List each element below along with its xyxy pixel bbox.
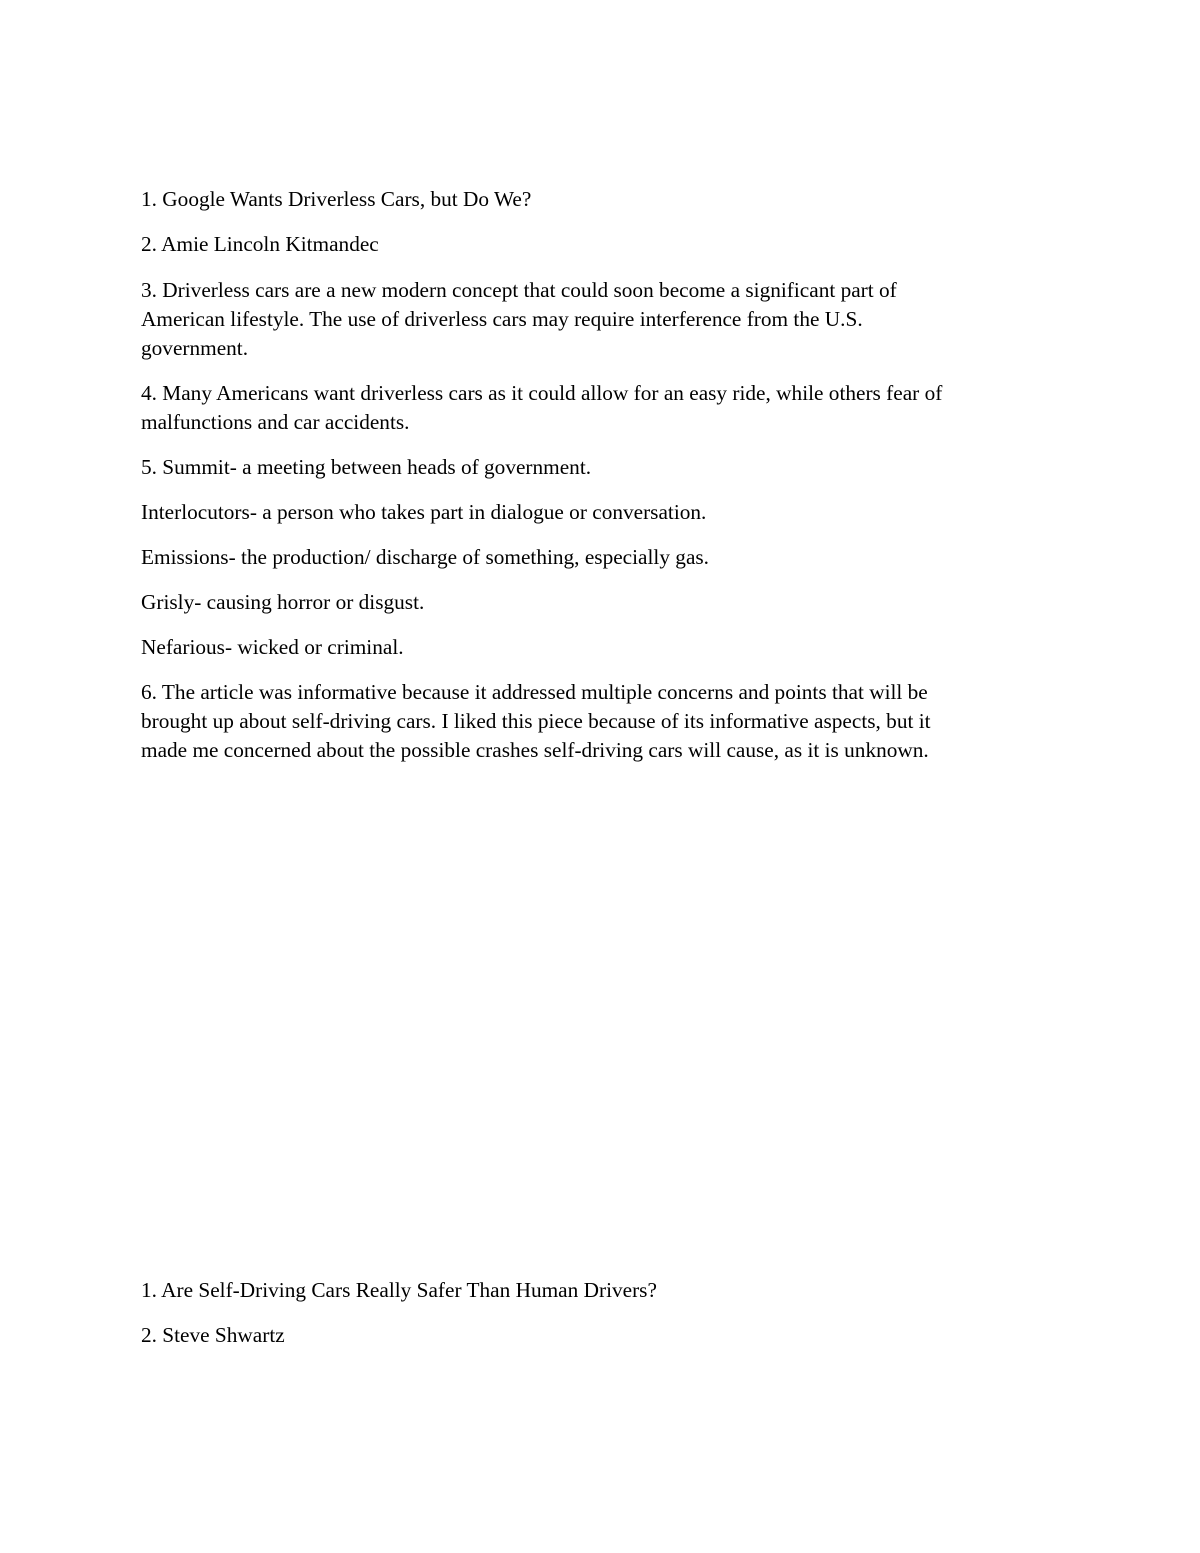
vocab-summit: 5. Summit- a meeting between heads of government. bbox=[141, 455, 592, 479]
vocab-nefarious: Nefarious- wicked or criminal. bbox=[141, 635, 404, 659]
opinion-line: malfunctions and car accidents. bbox=[141, 410, 410, 434]
vocab-emissions: Emissions- the production/ discharge of something, especially gas. bbox=[141, 545, 710, 569]
vocab-interlocutors: Interlocutors- a person who takes part in dialogue or conversation. bbox=[141, 500, 707, 524]
reflection-line: brought up about self-driving cars. I liked this piece because of its informative aspects, but it bbox=[141, 709, 931, 733]
summary-line: 3. Driverless cars are a new modern concept that could soon become a significant part of bbox=[141, 278, 897, 302]
article-2-title: 1. Are Self-Driving Cars Really Safer Than Human Drivers? bbox=[141, 1278, 657, 1302]
vocab-grisly: Grisly- causing horror or disgust. bbox=[141, 590, 425, 614]
article-2-author: 2. Steve Shwartz bbox=[141, 1323, 285, 1347]
summary-line: American lifestyle. The use of driverless cars may require interference from the U.S. bbox=[141, 307, 863, 331]
reflection-line: 6. The article was informative because it addressed multiple concerns and points that will be bbox=[141, 680, 928, 704]
opinion-line: 4. Many Americans want driverless cars as it could allow for an easy ride, while others fear of bbox=[141, 381, 943, 405]
reflection-line: made me concerned about the possible crashes self-driving cars will cause, as it is unknown. bbox=[141, 738, 929, 762]
article-1-author: 2. Amie Lincoln Kitmandec bbox=[141, 232, 379, 256]
article-1-title: 1. Google Wants Driverless Cars, but Do We? bbox=[141, 187, 532, 211]
summary-line: government. bbox=[141, 336, 249, 360]
